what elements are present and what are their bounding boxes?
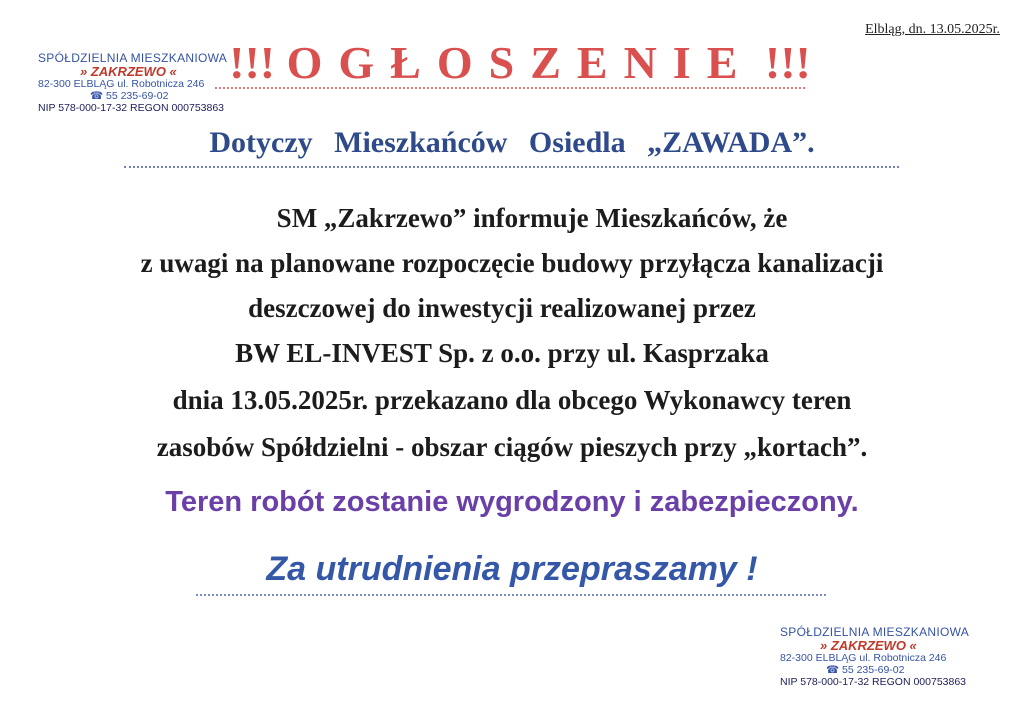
stamp-name: » ZAKRZEWO « bbox=[80, 64, 177, 80]
stamp-phone: ☎ 55 235-69-02 bbox=[90, 90, 169, 103]
stamp-address: 82-300 ELBLĄG ul. Robotnicza 246 bbox=[38, 78, 205, 91]
announcement-body bbox=[0, 196, 1024, 470]
stamp-name: » ZAKRZEWO « bbox=[820, 638, 917, 654]
body-line: z uwagi na planowane rozpoczęcie budowy przyłącza kanalizacji bbox=[140, 248, 884, 278]
body-line: BW EL-INVEST Sp. z o.o. przy ul. Kasprzaka bbox=[235, 338, 769, 368]
stamp-org: SPÓŁDZIELNIA MIESZKANIOWA bbox=[780, 625, 970, 639]
apology-line: Za utrudnienia przepraszamy ! bbox=[266, 550, 758, 588]
subtitle-underline bbox=[124, 166, 899, 168]
title-underline bbox=[215, 87, 805, 89]
body-line: deszczowej do inwestycji realizowanej przez bbox=[248, 293, 756, 323]
title-suffix: !!! bbox=[764, 37, 811, 88]
body-line: SM „Zakrzewo” informuje Mieszkańców, że bbox=[276, 203, 788, 233]
stamp-phone: ☎ 55 235-69-02 bbox=[826, 664, 905, 677]
stamp-ids: NIP 578-000-17-32 REGON 000753863 bbox=[780, 675, 967, 688]
title-prefix: !!! bbox=[229, 37, 276, 88]
document-date: Elbląg, dn. 13.05.2025r. bbox=[865, 22, 1000, 37]
body-line: dnia 13.05.2025r. przekazano dla obcego Wykonawcy teren bbox=[172, 385, 852, 415]
stamp-address: 82-300 ELBLĄG ul. Robotnicza 246 bbox=[780, 652, 947, 665]
stamp-ids: NIP 578-000-17-32 REGON 000753863 bbox=[38, 101, 225, 114]
apology-underline bbox=[196, 594, 826, 596]
body-line: zasobów Spółdzielni - obszar ciągów pieszych przy „kortach”. bbox=[156, 432, 868, 462]
subtitle: Dotyczy Mieszkańców Osiedla „ZAWADA”. bbox=[209, 126, 815, 159]
stamp-org: SPÓŁDZIELNIA MIESZKANIOWA bbox=[38, 51, 228, 65]
cooperative-stamp-bottom bbox=[780, 626, 1010, 688]
title-word: OGŁOSZENIE bbox=[286, 37, 754, 88]
notice-line: Teren robót zostanie wygrodzony i zabezpieczony. bbox=[165, 486, 859, 518]
announcement-title bbox=[210, 36, 830, 89]
